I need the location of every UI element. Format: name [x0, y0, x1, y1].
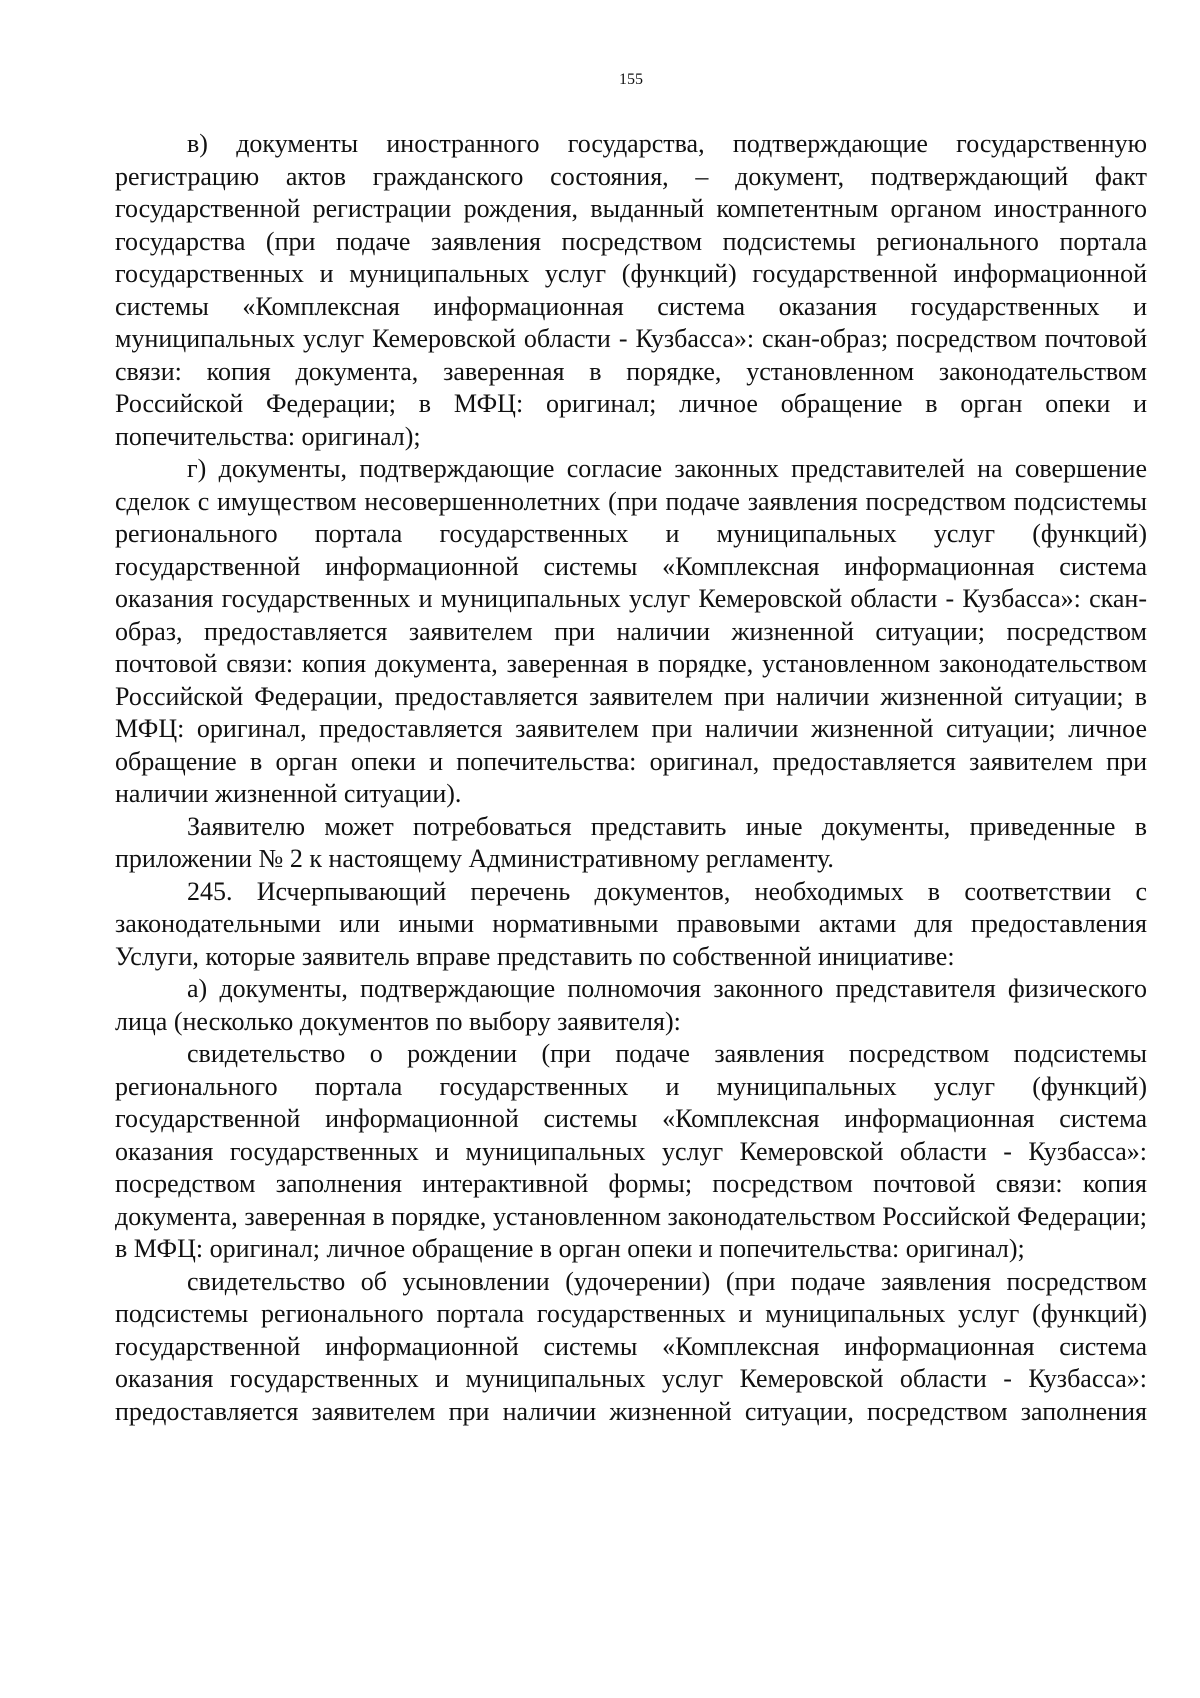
paragraph-additional-documents: Заявителю может потребоваться представить иные документы, приведенные в приложении № 2 к настоящему Административному регламенту.: [115, 811, 1147, 873]
paragraph-adoption-certificate: свидетельство об усыновлении (удочерении) (при подаче заявления посредством подсистемы регионального портала государственных и муниципальных услуг (функций) государственной информационной системы «Комплексная информационная система оказания государственных и муниципальных услуг Кемеровской области - Кузбасса»: предоставляется заявителем при наличии жизненной ситуации, посредством заполнения: [115, 1266, 1147, 1426]
paragraph-item-g: г) документы, подтверждающие согласие законных представителей на совершение сделок с имуществом несовершеннолетних (при подаче заявления посредством подсистемы регионального портала государственных и муниципальных услуг (функций) государственной информационной системы «Комплексная информационная система оказания государственных и муниципальных услуг Кемеровской области - Кузбасса»: скан-образ, предоставляется заявителем при наличии жизненной ситуации; посредством почтовой связи: копия документа, заверенная в порядке, установленном законодательством Российской Федерации, предоставляется заявителем при наличии жизненной ситуации; в МФЦ: оригинал, предоставляется заявителем при наличии жизненной ситуации; личное обращение в орган опеки и попечительства: оригинал, предоставляется заявителем при наличии жизненной ситуации).: [115, 454, 1147, 808]
page-number: 155: [619, 71, 643, 88]
document-body: [115, 128, 1147, 1428]
paragraph-item-a: а) документы, подтверждающие полномочия законного представителя физического лица (несколько документов по выбору заявителя):: [115, 974, 1147, 1036]
paragraph-item-v: в) документы иностранного государства, подтверждающие государственную регистрацию актов гражданского состояния, – документ, подтверждающий факт государственной регистрации рождения, выданный компетентным органом иностранного государства (при подаче заявления посредством подсистемы регионального портала государственных и муниципальных услуг (функций) государственной информационной системы «Комплексная информационная система оказания государственных и муниципальных услуг Кемеровской области - Кузбасса»: скан-образ; посредством почтовой связи: копия документа, заверенная в порядке, установленном законодательством Российской Федерации; в МФЦ: оригинал; личное обращение в орган опеки и попечительства: оригинал);: [115, 129, 1147, 451]
paragraph-245: 245. Исчерпывающий перечень документов, необходимых в соответствии с законодательными или иными нормативными правовыми актами для предоставления Услуги, которые заявитель вправе представить по собственной инициативе:: [115, 876, 1147, 971]
paragraph-birth-certificate: свидетельство о рождении (при подаче заявления посредством подсистемы регионального портала государственных и муниципальных услуг (функций) государственной информационной системы «Комплексная информационная система оказания государственных и муниципальных услуг Кемеровской области - Кузбасса»: посредством заполнения интерактивной формы; посредством почтовой связи: копия документа, заверенная в порядке, установленном законодательством Российской Федерации; в МФЦ: оригинал; личное обращение в орган опеки и попечительства: оригинал);: [115, 1039, 1147, 1263]
